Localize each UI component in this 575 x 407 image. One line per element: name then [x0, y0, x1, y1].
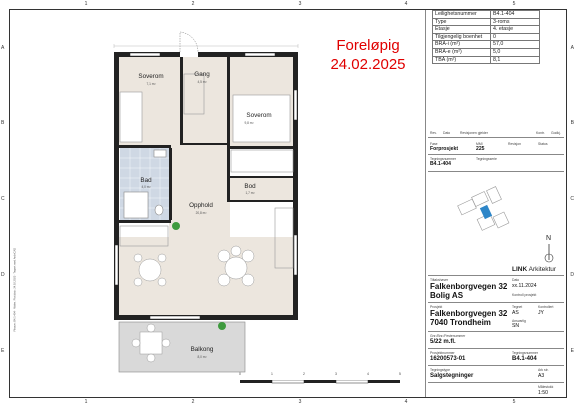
tick-bottom-4: 4 — [404, 399, 408, 405]
info-row — [433, 56, 540, 64]
ark-label: Ark str. — [538, 368, 549, 372]
firm-logo — [512, 266, 556, 273]
ark-value: A3 — [538, 373, 545, 379]
scale-bar — [240, 380, 410, 388]
tick-top-2: 2 — [191, 1, 195, 7]
stamp-line-1: Foreløpig — [336, 37, 400, 54]
scale-label-1: 1 — [271, 372, 273, 376]
tegningsnummer-label: Tegningsnummer — [430, 157, 457, 161]
room-label-bod: Bod — [244, 183, 256, 190]
scale-label-2: 2 — [303, 372, 305, 376]
tegnet-value: AS — [512, 310, 519, 316]
gnr-label: Gnr./Bnr./Festenummer — [430, 334, 466, 338]
apartment-info-table — [432, 10, 540, 64]
tick-top-5: 5 — [512, 1, 516, 7]
tegningstype-value: Salgstegninger — [430, 373, 474, 379]
gnr-value: 5/22 m.fl. — [430, 339, 456, 345]
room-fill-gang — [183, 57, 227, 143]
room-area-bad: 4,0 m² — [141, 185, 151, 189]
firm-rest: Arkitektur — [527, 266, 557, 273]
info-key: BRA-e (m²) — [433, 48, 491, 56]
firm-bold: LINK — [512, 266, 528, 273]
rev-header-godkj: Godkj. — [551, 131, 561, 135]
gnr-line — [428, 348, 564, 349]
tick-right-e: E — [570, 348, 574, 354]
scale-label-0: 0 — [239, 372, 241, 376]
info-row — [433, 11, 540, 19]
tegnet-label: Tegnet — [512, 305, 523, 309]
revisjon-label: Revisjon — [508, 142, 522, 146]
scale-label-4: 4 — [367, 372, 369, 376]
tegningsnr2-value: B4.1-404 — [512, 356, 537, 362]
info-value: 57,0 — [491, 41, 540, 49]
tick-left-d: D — [1, 272, 5, 278]
info-row — [433, 18, 540, 26]
plant-balkong — [218, 322, 226, 330]
info-value: 8,1 — [491, 56, 540, 64]
side-file-note: Filnavn: B4.1-404 · Malen. Plottdato: 24.02.2025 · Tegnet med ArchiCAD — [13, 247, 17, 332]
tick-bottom-1: 1 — [84, 399, 88, 405]
kontrollert-value: JY — [538, 310, 544, 316]
tegningstype-line — [428, 382, 564, 383]
room-label-balkong: Balkong — [190, 346, 214, 353]
tiltakshaver-label: Tiltakshaver — [430, 278, 449, 282]
room-label-soverom-1: Soverom — [138, 73, 164, 80]
room-area-balkong: 8,0 m² — [197, 355, 207, 359]
rev-header-dato: Dato — [443, 131, 451, 135]
stamp-line-2: 24.02.2025 — [330, 56, 406, 73]
status-label: Status — [538, 142, 548, 146]
tegningsnr2-label: Tegningsnummer — [512, 351, 539, 355]
fase-label: Fase — [430, 142, 438, 146]
north-arrow — [540, 235, 560, 265]
prosjekt-label: Prosjekt — [430, 305, 443, 309]
tegningsnummer-value: B4.1-404 — [430, 161, 451, 167]
rev-header-kontr: Kontr. — [536, 131, 545, 135]
dato-value: xx.11.2024 — [512, 283, 537, 289]
info-value: 3-roms — [491, 18, 540, 26]
tick-right-a: A — [570, 45, 574, 51]
prosjekt-line — [428, 331, 564, 332]
room-label-soverom-2: Soverom — [246, 112, 272, 119]
tick-top-1: 1 — [84, 1, 88, 7]
tick-right-b: B — [570, 120, 574, 126]
info-key: Leilighetsnummer — [433, 11, 491, 19]
malestokk-label: Målestokk — [538, 385, 554, 389]
tegningsserie-label: Tegningsserie — [476, 157, 497, 161]
room-area-opphold: 20,8 m² — [195, 211, 207, 215]
mmi-label: MMI — [476, 142, 483, 146]
info-key: Tilgjengelig boenhet — [433, 33, 491, 41]
info-row — [433, 41, 540, 49]
tegningstype-label: Tegningstype — [430, 368, 450, 372]
info-key: Type — [433, 18, 491, 26]
tiltakshaver-line-1: Falkenborgvegen 32 — [430, 282, 508, 291]
rev-header-rev: Rev. — [430, 131, 437, 135]
tiltakshaver-line-2: Bolig AS — [430, 291, 464, 300]
dimension-lines — [114, 44, 298, 48]
ansvarlig-value: SN — [512, 323, 520, 329]
tick-right-d: D — [570, 272, 574, 278]
tick-bottom-5: 5 — [512, 399, 516, 405]
scale-label-5: 5 — [399, 372, 401, 376]
info-value: 4. etasje — [491, 26, 540, 34]
plant-opphold — [172, 222, 180, 230]
malestokk-value: 1:50 — [538, 390, 548, 396]
tick-left-c: C — [1, 196, 5, 202]
info-value: 5,0 — [491, 48, 540, 56]
prosjektnr-line — [428, 365, 564, 366]
title-block-divider — [425, 10, 426, 397]
prosjekt-line-1: Falkenborgvegen 32 — [430, 309, 508, 318]
info-row — [433, 33, 540, 41]
kontroll-label: Kontroll prosjekt — [512, 293, 537, 297]
room-area-soverom-1: 7,1 m² — [146, 82, 156, 86]
info-row — [433, 26, 540, 34]
room-area-gang: 4,5 m² — [197, 80, 207, 84]
tick-left-b: B — [1, 120, 5, 126]
prosjektnr-value: 16200573-01 — [430, 356, 466, 362]
kontrollert-label: Kontrollert — [538, 305, 554, 309]
mmi-value: 225 — [476, 146, 485, 152]
firm-line — [428, 275, 564, 276]
key-plan-highlight — [480, 205, 492, 219]
room-area-bod: 1,7 m² — [245, 191, 255, 195]
tick-left-a: A — [1, 45, 5, 51]
scale-label-3: 3 — [335, 372, 337, 376]
info-key: TBA (m²) — [433, 56, 491, 64]
key-plan — [455, 184, 515, 244]
revision-header-line — [428, 137, 564, 138]
tick-top-4: 4 — [404, 1, 408, 7]
tick-left-e: E — [1, 348, 5, 354]
room-area-soverom-2: 9,8 m² — [244, 121, 254, 125]
tick-right-c: C — [570, 196, 574, 202]
tick-top-3: 3 — [298, 1, 302, 7]
room-label-bad: Bad — [140, 177, 152, 184]
preliminary-stamp — [318, 36, 418, 74]
north-label: N — [546, 235, 552, 242]
info-key: Etasje — [433, 26, 491, 34]
rev-header-text: Revisjonen gjelder — [460, 131, 488, 135]
tick-bottom-2: 2 — [191, 399, 195, 405]
fase-line — [428, 154, 564, 155]
info-value: 0 — [491, 33, 540, 41]
info-key: BRA-i (m²) — [433, 41, 491, 49]
prosjekt-line-2: 7040 Trondheim — [430, 318, 491, 327]
tegningsnummer-line — [428, 171, 564, 172]
ansvarlig-label: Ansvarlig — [512, 319, 526, 323]
tiltakshaver-line — [428, 302, 564, 303]
info-row — [433, 48, 540, 56]
prosjektnr-label: Prosjektnummer — [430, 351, 455, 355]
dining-set — [134, 254, 166, 286]
info-value: B4.1-404 — [491, 11, 540, 19]
room-label-gang: Gang — [194, 71, 210, 78]
north-arrow-icon — [543, 244, 555, 264]
entry-door-swing — [180, 32, 198, 52]
fase-value: Forprosjekt — [430, 146, 459, 152]
room-label-opphold: Opphold — [189, 202, 213, 209]
tick-bottom-3: 3 — [298, 399, 302, 405]
dato-label: Dato — [512, 278, 520, 282]
